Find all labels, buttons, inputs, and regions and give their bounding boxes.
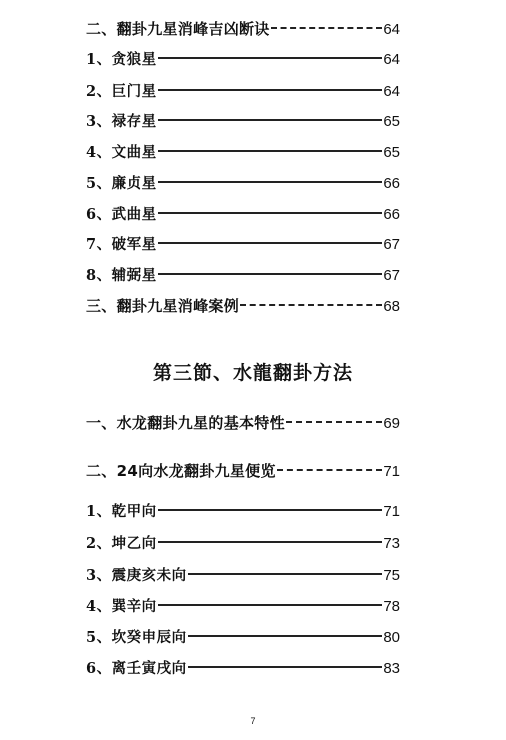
toc-entry [86,595,400,616]
toc-entry-label: 二、24向水龙翻卦九星便览 [86,462,276,480]
toc-entry-label: 一、水龙翻卦九星的基本特性 [86,414,285,432]
toc-leader [271,27,383,29]
toc-entry-page: 64 [383,83,400,100]
toc-entry-label: 3、禄存星 [86,113,157,130]
toc-leader [158,57,383,59]
toc-leader [158,509,383,511]
chapter-title: 第三節、水龍翻卦方法 [152,362,353,384]
toc-entry [86,295,400,316]
toc-entry-page: 83 [383,660,400,677]
toc-entry [86,500,400,521]
toc-entry [86,264,400,285]
toc-entry-page: 78 [383,598,400,615]
toc-entry-page: 64 [383,51,400,68]
toc-leader [277,469,383,471]
toc-entry [86,657,400,678]
toc-entry-label: 4、巽辛向 [86,598,157,615]
toc-entry [86,18,400,39]
toc-entry-label: 7、破军星 [86,236,157,253]
toc-entry [86,412,400,433]
toc-leader [158,604,383,606]
toc-entry-page: 73 [383,535,400,552]
toc-entry-label: 6、离壬寅戌向 [86,660,187,677]
toc-entry [86,532,400,553]
toc-entry-label: 二、翻卦九星消峰吉凶断诀 [86,20,270,38]
toc-entry-page: 67 [383,267,400,284]
toc-leader [158,181,383,183]
toc-entry-label: 4、文曲星 [86,144,157,161]
toc-entry-page: 80 [383,629,400,646]
toc-entry [86,626,400,647]
toc-entry-label: 1、贪狼星 [86,51,157,68]
toc-entry-label: 5、廉贞星 [86,175,157,192]
toc-entry-page: 71 [383,463,400,480]
toc-leader [158,242,383,244]
toc-entry [86,110,400,131]
toc-entry-label: 2、巨门星 [86,83,157,100]
toc-leader [158,273,383,275]
toc-leader [286,421,382,423]
toc-entry-page: 65 [383,144,400,161]
toc-entry-label: 1、乾甲向 [86,503,157,520]
toc-leader [158,150,383,152]
toc-entry-label: 5、坎癸申辰向 [86,629,187,646]
toc-leader [240,304,382,306]
toc-entry [86,80,400,101]
toc-entry-page: 65 [383,113,400,130]
toc-entry-page: 68 [383,298,400,315]
page-number: 7 [250,716,256,726]
toc-leader [158,541,383,543]
toc-entry-page: 64 [383,21,400,38]
toc-entry-page: 69 [383,415,400,432]
toc-leader [188,573,383,575]
toc-leader [158,119,383,121]
toc-entry-page: 66 [383,206,400,223]
toc-entry [86,564,400,585]
toc-leader [188,635,383,637]
toc-entry [86,48,400,69]
toc-entry-label: 6、武曲星 [86,206,157,223]
toc-entry-page: 71 [383,503,400,520]
toc-entry-label: 8、辅弼星 [86,267,157,284]
toc-entry [86,460,400,481]
toc-leader [188,666,383,668]
toc-entry-label: 3、震庚亥未向 [86,567,187,584]
toc-entry-label: 2、坤乙向 [86,535,157,552]
toc-entry [86,172,400,193]
toc-entry [86,141,400,162]
toc-entry-page: 67 [383,236,400,253]
toc-entry-label: 三、翻卦九星消峰案例 [86,297,240,315]
toc-entry-page: 66 [383,175,400,192]
toc-leader [158,89,383,91]
toc-entry [86,233,400,254]
toc-leader [158,212,383,214]
toc-entry [86,203,400,224]
toc-entry-page: 75 [383,567,400,584]
